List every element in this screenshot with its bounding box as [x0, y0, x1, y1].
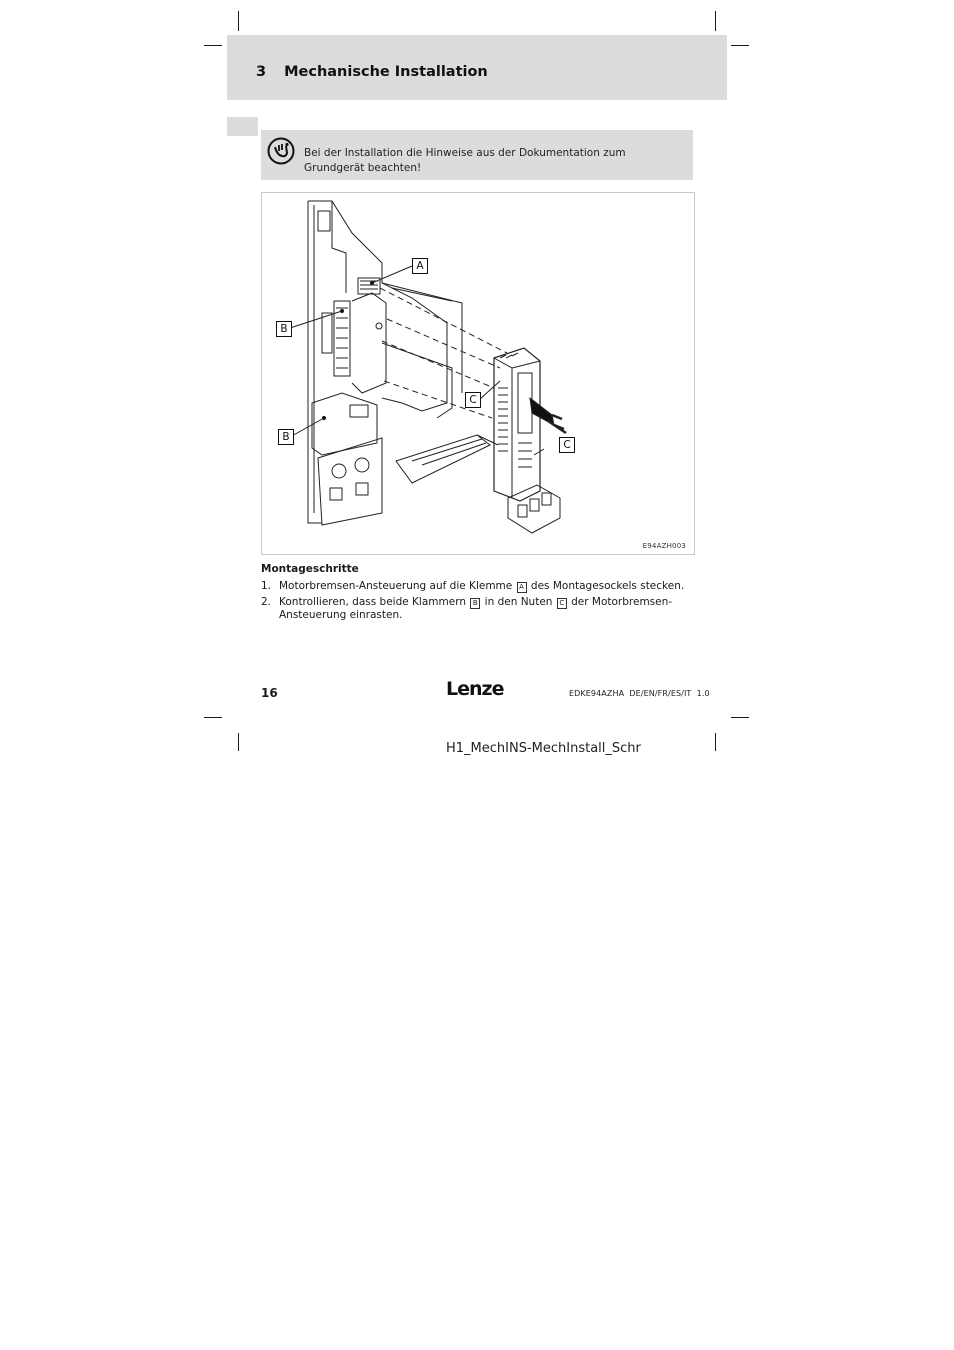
- document-code: EDKE94AZHA DE/EN/FR/ES/IT 1.0: [569, 689, 710, 698]
- callout-b-upper: B: [276, 321, 292, 337]
- chapter-title: [256, 64, 488, 80]
- chapter-name: Mechanische Installation: [284, 64, 488, 80]
- crop-mark: [238, 11, 239, 31]
- side-tab: [227, 117, 258, 136]
- figure-id: E94AZH003: [642, 542, 686, 550]
- steps-title: Montageschritte: [261, 563, 359, 575]
- step-item: [261, 580, 701, 594]
- crop-mark: [204, 717, 222, 718]
- installation-figure: [261, 192, 695, 555]
- callout-c-lower: C: [559, 437, 575, 453]
- info-hand-icon: [267, 137, 295, 165]
- chapter-number: 3: [256, 64, 267, 80]
- callout-c-upper: C: [465, 392, 481, 408]
- key-box: A: [517, 582, 527, 593]
- footer-file-name: H1_MechINS-MechInstall_Schr: [446, 741, 641, 756]
- key-box: C: [557, 598, 567, 609]
- crop-mark: [715, 11, 716, 31]
- step-number: 1.: [261, 580, 272, 592]
- crop-mark: [238, 733, 239, 751]
- callout-b-lower: B: [278, 429, 294, 445]
- crop-mark: [731, 717, 749, 718]
- note-text: Bei der Installation die Hinweise aus der Dokumentation zum Grundgerät beachten!: [304, 147, 626, 174]
- step-text: Motorbremsen-Ansteuerung auf die Klemme A des Montagesockels stecken.: [279, 580, 685, 592]
- callout-a: A: [412, 258, 428, 274]
- crop-mark: [204, 45, 222, 46]
- steps-list: [261, 580, 701, 625]
- step-text: Kontrollieren, dass beide Klammern B in den Nuten C der Motorbremsen-Ansteuerung einrasten.: [279, 595, 673, 621]
- note-box: [261, 130, 693, 180]
- crop-mark: [715, 733, 716, 751]
- step-number: 2.: [261, 595, 272, 608]
- lenze-logo: Lenze: [446, 678, 504, 700]
- step-item: [261, 596, 701, 623]
- key-box: B: [470, 598, 480, 609]
- page-number: 16: [261, 686, 278, 700]
- crop-mark: [731, 45, 749, 46]
- installation-drawing: [262, 193, 694, 554]
